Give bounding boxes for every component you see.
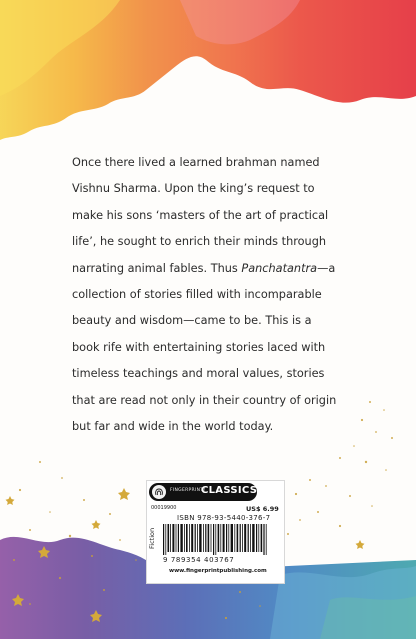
back-cover-blurb bbox=[72, 150, 372, 440]
publisher-badge bbox=[149, 483, 257, 501]
barcode-image bbox=[163, 524, 269, 555]
blurb-line: collection of stories filled with incomparable bbox=[72, 288, 322, 302]
publisher-name: FINGERPRINT! bbox=[170, 488, 206, 493]
bottom-watercolor-green bbox=[320, 596, 416, 639]
blurb-line: timeless teachings and moral values, stories bbox=[72, 367, 325, 381]
blurb-line: —a bbox=[317, 261, 336, 275]
product-code: 00019900 bbox=[151, 505, 177, 511]
blurb-line: Once there lived a learned brahman named bbox=[72, 156, 320, 169]
blurb-line: life’, he sought to enrich their minds through bbox=[72, 235, 327, 249]
blurb-line: book rife with entertaining stories laced with bbox=[72, 340, 326, 354]
fingerprint-logo-icon bbox=[152, 485, 166, 499]
blurb-line: make his sons ‘masters of the art of practical bbox=[72, 208, 329, 222]
blurb-line: Vishnu Sharma. Upon the king’s request to bbox=[72, 182, 315, 196]
blurb-line: but far and wide in the world today. bbox=[72, 420, 274, 434]
blurb-line: beauty and wisdom—came to be. This is a bbox=[72, 314, 312, 328]
blurb-line: narrating animal fables. Thus bbox=[72, 261, 242, 275]
imprint-name: CLASSICS bbox=[201, 485, 258, 496]
price-label: US$ 6.99 bbox=[246, 505, 279, 513]
genre-label: Fiction bbox=[148, 527, 156, 549]
publisher-url: www.fingerprintpublishing.com bbox=[169, 568, 267, 574]
isbn-label: ISBN 978-93-5440-376-7 bbox=[177, 514, 271, 522]
book-title-italic: Panchatantra bbox=[241, 261, 318, 275]
barcode-panel bbox=[146, 480, 285, 584]
blurb-line: that are read not only in their country of origin bbox=[72, 393, 337, 407]
barcode-number: 9 789354 403767 bbox=[163, 556, 235, 564]
